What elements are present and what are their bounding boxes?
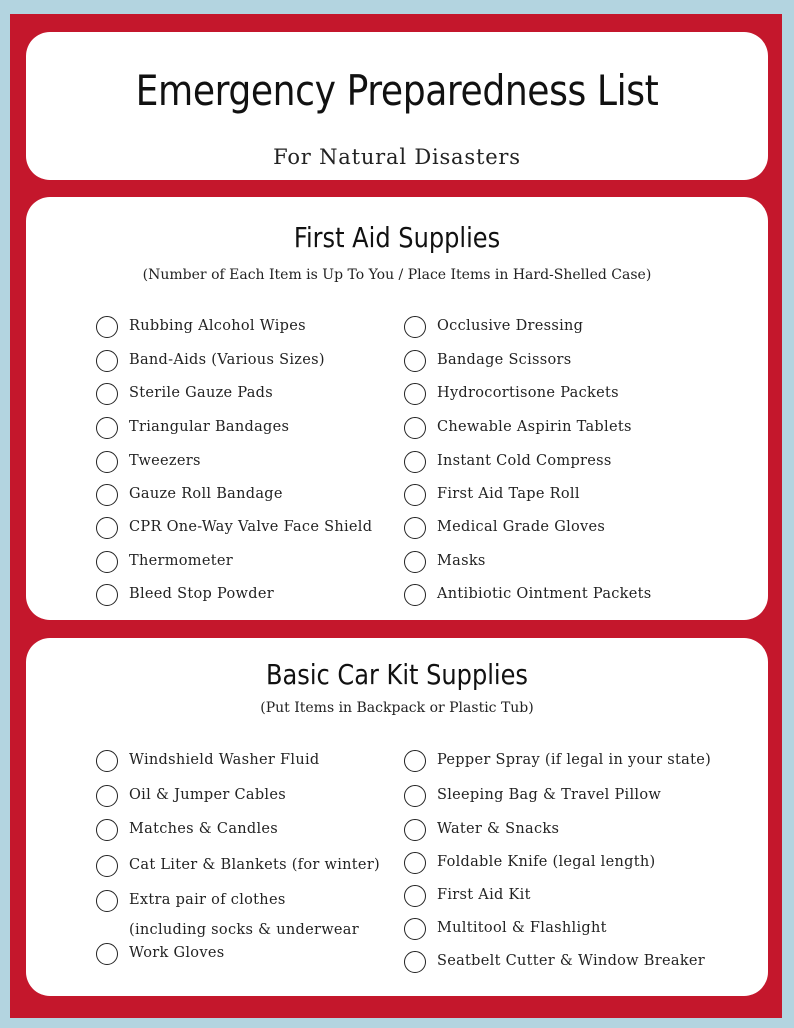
checkbox-circle[interactable]	[96, 517, 118, 539]
red-border-frame	[10, 14, 782, 1018]
checkbox-circle[interactable]	[96, 350, 118, 372]
item-label: Sleeping Bag & Travel Pillow	[437, 787, 662, 803]
checklist-item[interactable]	[404, 920, 744, 943]
checkbox-circle[interactable]	[404, 417, 426, 439]
checkbox-circle[interactable]	[96, 584, 118, 606]
checklist-item[interactable]	[404, 385, 744, 408]
item-label: Thermometer	[129, 553, 233, 569]
item-label: Medical Grade Gloves	[437, 519, 606, 535]
checklist-item[interactable]	[96, 453, 396, 476]
checklist-item[interactable]	[96, 419, 396, 442]
item-label: Cat Liter & Blankets (for winter)	[129, 857, 381, 873]
checklist-item[interactable]	[96, 553, 396, 576]
checklist-item[interactable]	[96, 787, 396, 810]
checkbox-circle[interactable]	[404, 383, 426, 405]
checklist-item[interactable]	[96, 318, 396, 341]
item-label: Triangular Bandages	[129, 419, 290, 435]
checkbox-circle[interactable]	[404, 819, 426, 841]
item-label: Water & Snacks	[437, 821, 560, 837]
checklist-item[interactable]	[96, 586, 396, 609]
checklist-item[interactable]	[404, 887, 744, 910]
item-label: CPR One-Way Valve Face Shield	[129, 519, 373, 535]
car-kit-title: Basic Car Kit Supplies	[266, 658, 528, 691]
item-label: First Aid Tape Roll	[437, 486, 580, 502]
checklist-item[interactable]	[404, 519, 744, 542]
checklist-item[interactable]	[404, 553, 744, 576]
checklist-item[interactable]	[404, 352, 744, 375]
item-label: Tweezers	[129, 453, 201, 469]
item-label: Chewable Aspirin Tablets	[437, 419, 632, 435]
checklist-item[interactable]	[404, 318, 744, 341]
item-label: Bleed Stop Powder	[129, 586, 274, 602]
item-label: Instant Cold Compress	[437, 453, 612, 469]
checkbox-circle[interactable]	[404, 885, 426, 907]
checklist-item[interactable]	[404, 453, 744, 476]
checklist-item[interactable]	[96, 352, 396, 375]
checkbox-circle[interactable]	[404, 951, 426, 973]
checkbox-circle[interactable]	[404, 852, 426, 874]
checklist-item[interactable]	[404, 953, 744, 976]
item-label: Pepper Spray (if legal in your state)	[437, 752, 712, 768]
checkbox-circle[interactable]	[404, 918, 426, 940]
car-kit-card	[26, 638, 768, 996]
checkbox-circle[interactable]	[404, 316, 426, 338]
item-label: Sterile Gauze Pads	[129, 385, 274, 401]
header-card	[26, 32, 768, 180]
checkbox-circle[interactable]	[96, 943, 118, 965]
checkbox-circle[interactable]	[96, 316, 118, 338]
item-label: Band-Aids (Various Sizes)	[129, 352, 325, 368]
checkbox-circle[interactable]	[96, 785, 118, 807]
item-label: First Aid Kit	[437, 887, 531, 903]
car-kit-note: (Put Items in Backpack or Plastic Tub)	[260, 700, 534, 716]
checkbox-circle[interactable]	[404, 785, 426, 807]
checkbox-circle[interactable]	[96, 417, 118, 439]
checkbox-circle[interactable]	[404, 484, 426, 506]
item-label: Multitool & Flashlight	[437, 920, 607, 936]
item-label: Windshield Washer Fluid	[129, 752, 320, 768]
item-label: Rubbing Alcohol Wipes	[129, 318, 306, 334]
checkbox-circle[interactable]	[404, 451, 426, 473]
checkbox-circle[interactable]	[96, 484, 118, 506]
item-label: Seatbelt Cutter & Window Breaker	[437, 953, 706, 969]
first-aid-title: First Aid Supplies	[293, 221, 501, 254]
checkbox-circle[interactable]	[404, 750, 426, 772]
checkbox-circle[interactable]	[96, 890, 118, 912]
checkbox-circle[interactable]	[96, 750, 118, 772]
checklist-item[interactable]	[404, 586, 744, 609]
checklist-item[interactable]	[96, 486, 396, 509]
checklist-item[interactable]	[96, 385, 396, 408]
checklist-item[interactable]	[404, 419, 744, 442]
checklist-item[interactable]	[404, 787, 744, 810]
first-aid-card	[26, 197, 768, 620]
checkbox-circle[interactable]	[96, 451, 118, 473]
checkbox-circle[interactable]	[96, 551, 118, 573]
item-label: Matches & Candles	[129, 821, 279, 837]
checkbox-circle[interactable]	[96, 819, 118, 841]
item-label: Antibiotic Ointment Packets	[437, 586, 652, 602]
item-label: Work Gloves	[129, 945, 225, 961]
page-subtitle: For Natural Disasters	[273, 145, 521, 169]
checklist-item[interactable]	[404, 821, 744, 844]
item-label: Masks	[437, 553, 486, 569]
checklist-item[interactable]	[96, 821, 396, 844]
checkbox-circle[interactable]	[404, 551, 426, 573]
item-label: Gauze Roll Bandage	[129, 486, 283, 502]
checklist-item[interactable]	[96, 857, 396, 880]
checkbox-circle[interactable]	[96, 383, 118, 405]
checkbox-circle[interactable]	[404, 517, 426, 539]
page-title: Emergency Preparedness List	[135, 66, 659, 115]
item-label: Extra pair of clothes (including socks & underwear	[129, 892, 359, 938]
checkbox-circle[interactable]	[404, 350, 426, 372]
item-label: Hydrocortisone Packets	[437, 385, 619, 401]
item-label: Foldable Knife (legal length)	[437, 854, 656, 870]
checklist-item[interactable]	[404, 752, 744, 775]
checklist-item[interactable]	[96, 752, 396, 775]
item-label: Oil & Jumper Cables	[129, 787, 286, 803]
item-label: Bandage Scissors	[437, 352, 572, 368]
checklist-item[interactable]	[96, 945, 396, 968]
checklist-item[interactable]	[96, 519, 396, 542]
first-aid-note: (Number of Each Item is Up To You / Place Items in Hard-Shelled Case)	[142, 267, 652, 283]
checkbox-circle[interactable]	[96, 855, 118, 877]
checklist-item[interactable]	[404, 854, 744, 877]
checklist-item[interactable]	[404, 486, 744, 509]
item-label: Occlusive Dressing	[437, 318, 584, 334]
checkbox-circle[interactable]	[404, 584, 426, 606]
